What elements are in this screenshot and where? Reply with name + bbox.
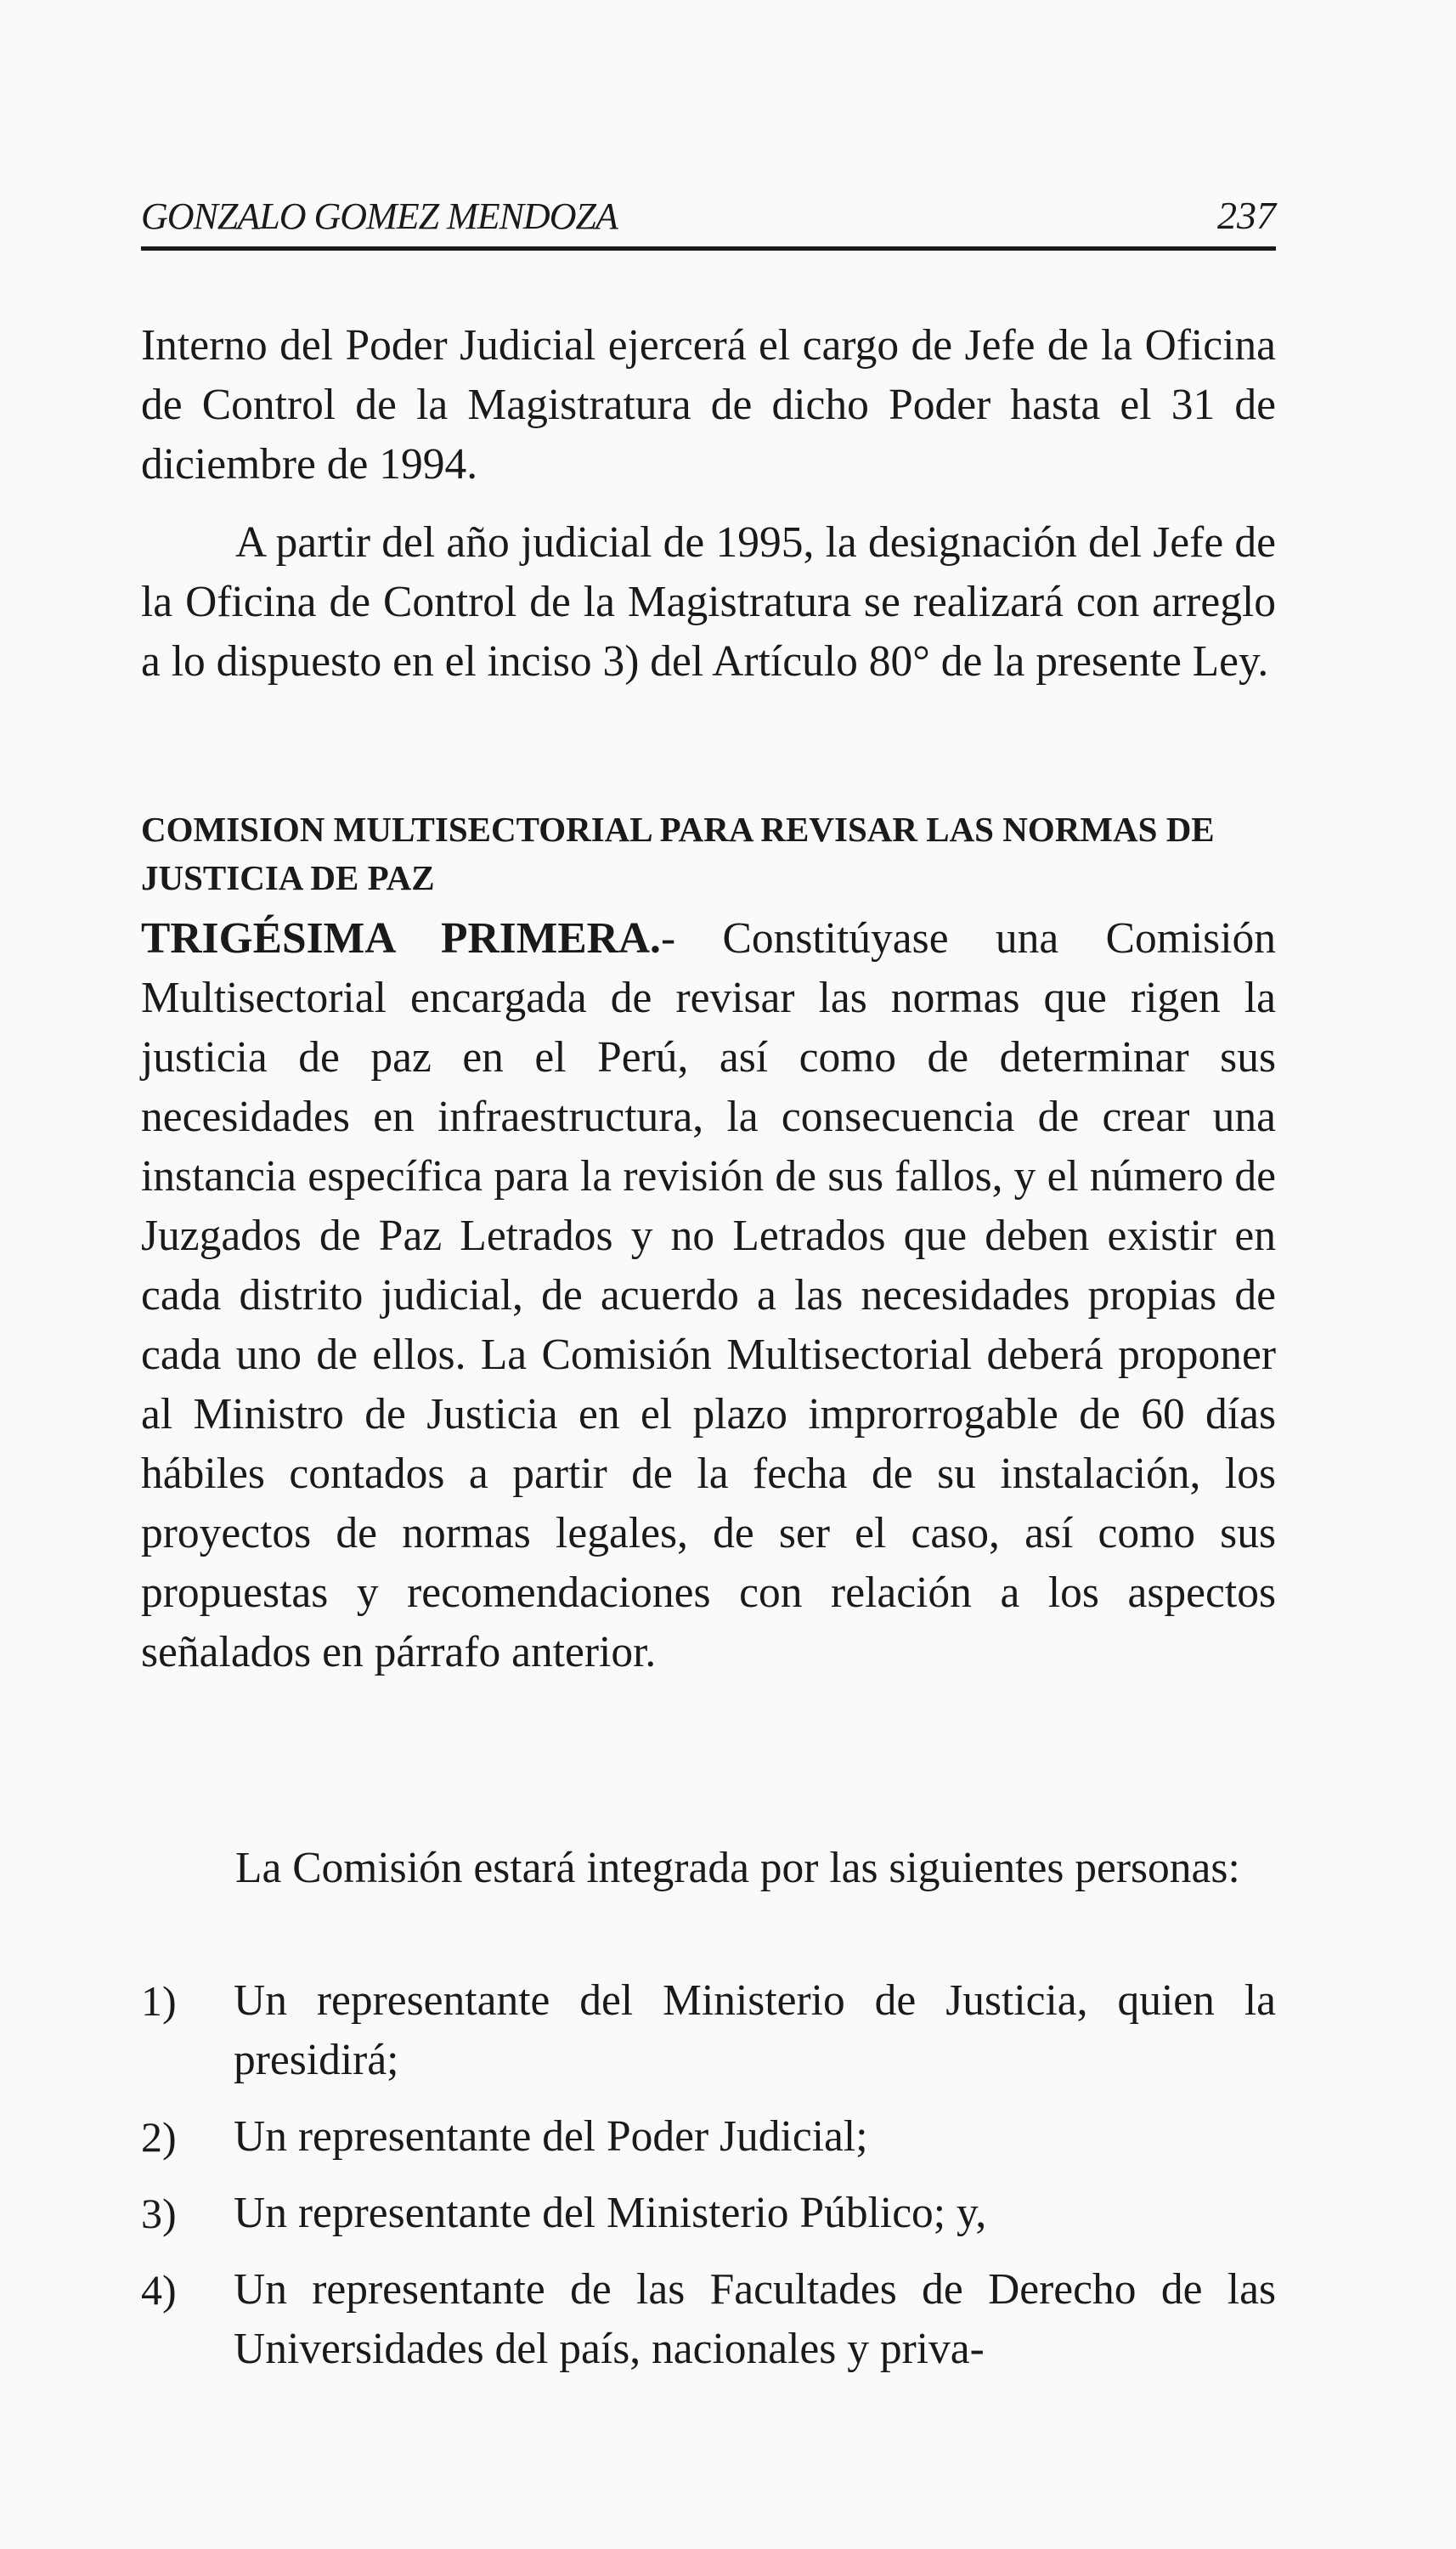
paragraph-text: Interno del Poder Judicial ejercerá el cargo de Jefe de la Oficina de Control de la Magistratura de dicho Poder hasta el 31 de diciembre de 1994. [141, 321, 1276, 489]
list-item [141, 2260, 1276, 2379]
paragraph-designation [141, 513, 1276, 692]
list-item-text: Un representante del Ministerio Público; y, [234, 2189, 987, 2237]
header-author: GONZALO GOMEZ MENDOZA [141, 195, 618, 237]
list-item-number: 1) [141, 1977, 177, 2025]
section-body-block [141, 909, 1276, 1682]
list-item [141, 2107, 1276, 2167]
section-heading-block [141, 805, 1276, 902]
list-item-text: Un representante de las Facultades de Derecho de las Universidades del país, nacionales y priva- [234, 2265, 1276, 2373]
list-item-text: Un representante del Poder Judicial; [234, 2112, 868, 2161]
list-item-text: Un representante del Ministerio de Justicia, quien la presidirá; [234, 1976, 1276, 2084]
paragraph-text: A partir del año judicial de 1995, la designación del Jefe de la Oficina de Control de la Magistratura se realizará con arreglo a lo dispuesto en el inciso 3) del Artículo 80° de la presente Ley. [141, 518, 1276, 686]
section-body [141, 909, 1276, 1682]
list-item [141, 1971, 1276, 2090]
list-item-number: 2) [141, 2113, 177, 2161]
page-number: 237 [1217, 194, 1276, 237]
commission-intro-block [141, 1839, 1276, 1898]
list-item-number: 4) [141, 2266, 177, 2314]
running-header [141, 185, 1276, 251]
section-heading: COMISION MULTISECTORIAL PARA REVISAR LAS NORMAS DE JUSTICIA DE PAZ [141, 810, 1215, 897]
list-item [141, 2184, 1276, 2243]
commission-intro: La Comisión estará integrada por las siguientes personas: [235, 1844, 1240, 1892]
paragraph-continuation [141, 316, 1276, 495]
list-item-number: 3) [141, 2190, 177, 2237]
provision-title: TRIGÉSIMA PRIMERA. [141, 914, 661, 963]
provision-text: - Constitúyase una Comisión Multisectorial encargada de revisar las normas que rigen la justicia de paz en el Perú, así como de determinar sus necesidades en infraestructura, la consecuencia de crear una instancia específica para la revisión de sus fallos, y el número de Juzgados de Paz Letrados y no Letrados que deben existir en cada distrito judicial, de acuerdo a las necesidades propias de cada uno de ellos. La Comisión Multisectorial deberá proponer al Ministro de Justicia en el plazo improrrogable de 60 días hábiles contados a partir de la fecha de su instalación, los proyectos de normas legales, de ser el caso, así como sus propuestas y recomendaciones con relación a los aspectos señalados en párrafo anterior. [141, 914, 1276, 1676]
